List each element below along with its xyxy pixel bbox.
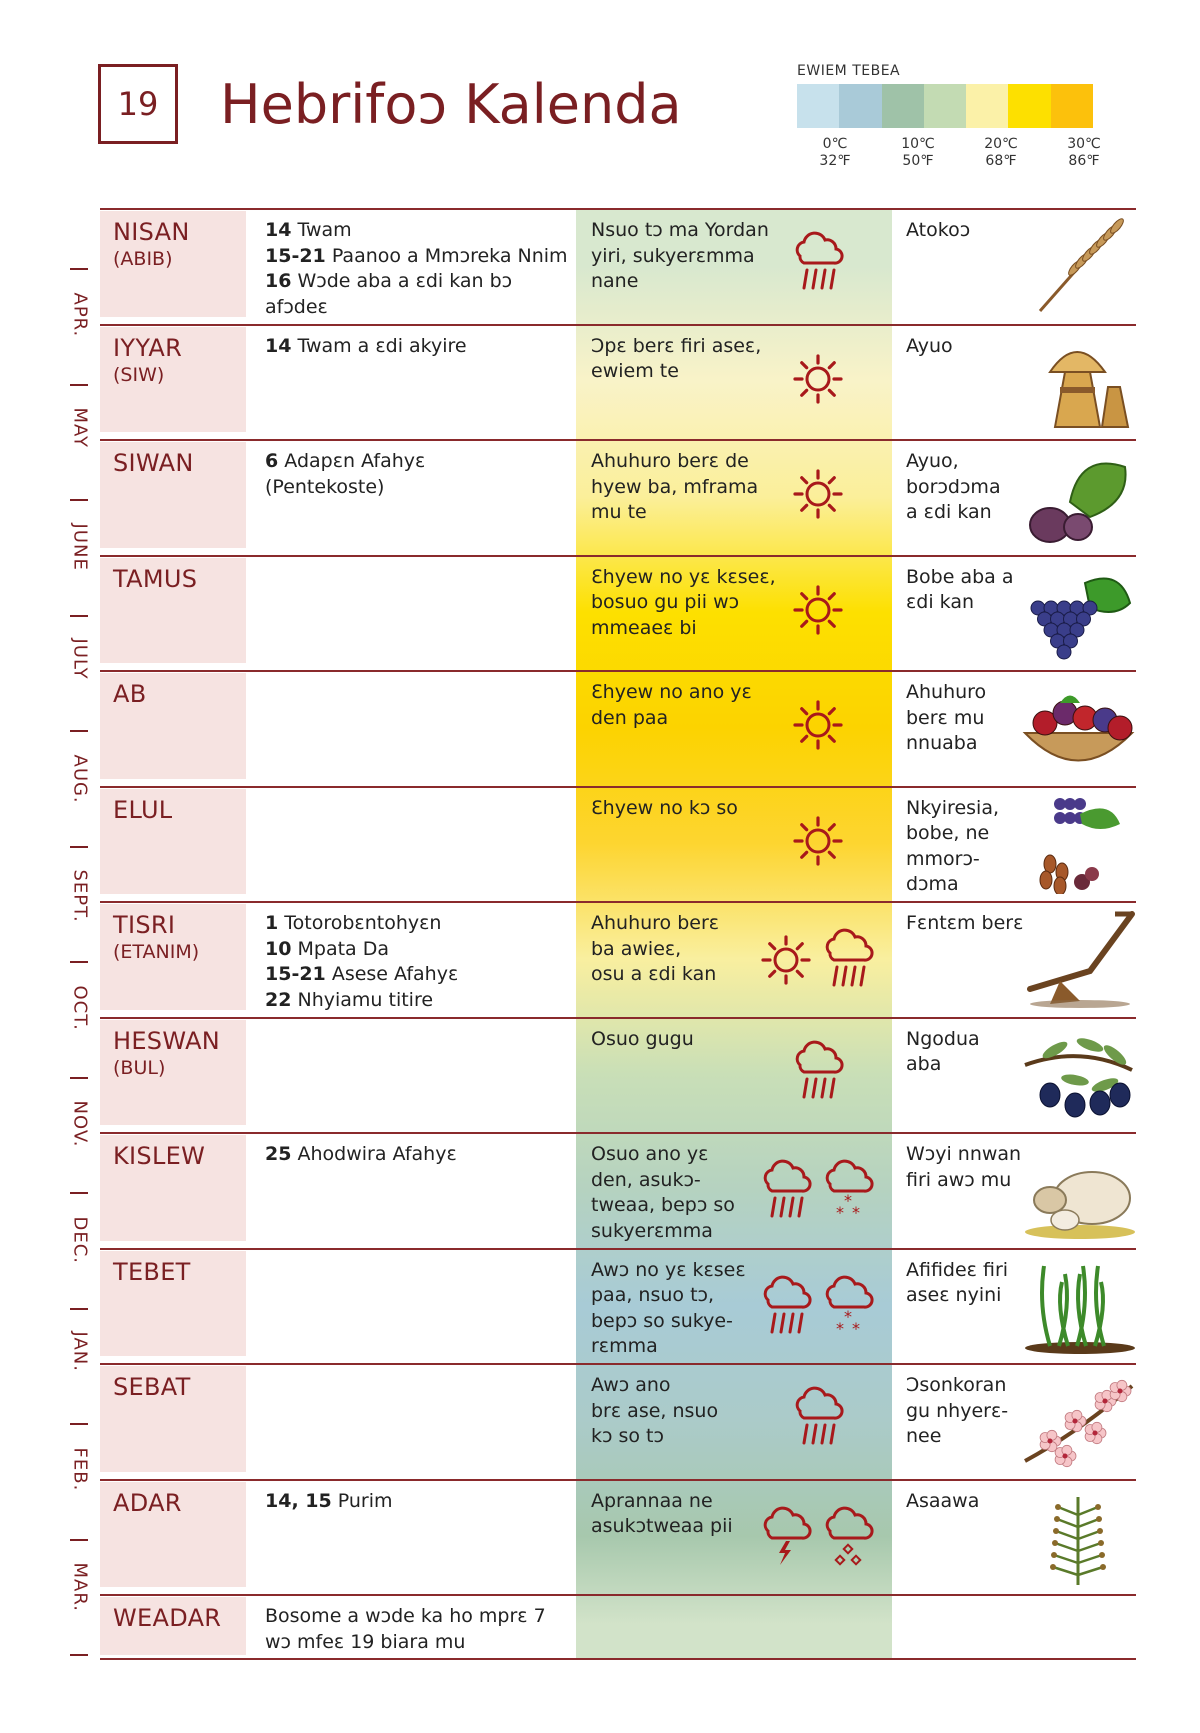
- festival-name: Twam: [291, 219, 352, 241]
- month-name: AB: [113, 680, 147, 708]
- legend-fahrenheit: 32℉: [819, 153, 851, 169]
- legend-celsius: 20℃: [984, 136, 1018, 152]
- festival-item: [265, 295, 570, 321]
- climate-line: ewiem te: [591, 360, 679, 382]
- climate-description: [591, 565, 791, 642]
- legend-tick-label: [888, 136, 948, 170]
- agriculture-line: Bobe aba a: [906, 565, 1014, 588]
- sun-icon: [756, 927, 816, 997]
- month-name: IYYAR: [113, 333, 183, 362]
- legend-tick-label: [971, 136, 1031, 170]
- flax-icon: [1020, 1487, 1136, 1587]
- festival-date: 14: [265, 334, 292, 357]
- gregorian-month-label: NOV.: [69, 1100, 91, 1148]
- legend-fahrenheit: 86℉: [1068, 153, 1100, 169]
- festival-date: 25: [265, 1143, 292, 1165]
- agriculture-line: mmorɔ-: [906, 847, 980, 870]
- climate-line: bosuo gu pii wɔ: [591, 591, 740, 613]
- row-divider: [100, 1658, 1136, 1660]
- legend-celsius: 0℃: [822, 136, 848, 152]
- festival-item: [265, 334, 570, 360]
- month-name: TAMUS: [113, 564, 198, 593]
- side-tick: [70, 730, 88, 732]
- agriculture-description: [906, 796, 1026, 898]
- legend-swatch: [797, 84, 839, 128]
- gregorian-month-label: MAY: [69, 407, 91, 449]
- festival-list: [265, 911, 570, 1013]
- agriculture-line: Fɛntɛm berɛ: [906, 912, 1024, 934]
- agriculture-line: bobe, ne: [906, 822, 990, 844]
- agriculture-line: aseɛ nyini: [906, 1284, 1002, 1306]
- legend-color-bar: [797, 84, 1093, 128]
- climate-line: mmeaeɛ bi: [591, 616, 697, 639]
- month-alt-name: (ETANIM): [113, 941, 200, 963]
- climate-description: [591, 1027, 791, 1053]
- snow-icon: [818, 1274, 878, 1344]
- climate-line: tweaa, bepɔ so: [591, 1194, 735, 1216]
- storm-icon: [756, 1505, 816, 1575]
- side-tick: [70, 268, 88, 270]
- legend-swatch: [966, 84, 1008, 128]
- agriculture-line: Nkyiresia,: [906, 796, 1000, 819]
- agriculture-description: [906, 565, 1026, 616]
- svg-text:*: *: [844, 1191, 852, 1210]
- side-tick: [70, 384, 88, 386]
- gregorian-month-label: FEB.: [69, 1447, 91, 1492]
- climate-description: [591, 218, 791, 295]
- festival-list: [265, 218, 570, 320]
- month-name: SIWAN: [113, 449, 194, 477]
- barley-icon: [1020, 216, 1136, 316]
- month-alt-name: (ABIB): [113, 248, 173, 270]
- sun-icon: [788, 577, 848, 647]
- month-name: NISAN: [113, 218, 190, 246]
- fig-icon: [1020, 447, 1136, 547]
- festival-date: 14, 15: [265, 1489, 332, 1512]
- sprout-icon: [1020, 1256, 1136, 1356]
- month-name: KISLEW: [113, 1142, 206, 1170]
- legend-swatch: [1008, 84, 1050, 128]
- month-name: HESWAN: [113, 1026, 221, 1055]
- festival-name: Twam a ɛdi akyire: [291, 334, 467, 357]
- agriculture-line: Atokoɔ: [906, 219, 971, 241]
- festival-name: Adapɛn Afahyɛ: [278, 450, 426, 472]
- legend-celsius: 10℃: [901, 136, 935, 152]
- climate-line: sukyerɛmma: [591, 1219, 713, 1242]
- climate-line: Awɔ ano: [591, 1374, 671, 1396]
- agriculture-description: [906, 1373, 1026, 1450]
- gregorian-month-label: OCT.: [69, 985, 91, 1031]
- svg-text:*: *: [836, 1318, 844, 1338]
- climate-line: den, asukɔ-: [591, 1168, 701, 1191]
- gregorian-month-label: JULY: [69, 638, 91, 681]
- agriculture-line: nnuaba: [906, 732, 978, 754]
- month-row: [100, 670, 1136, 785]
- festival-date: 1: [265, 912, 279, 934]
- agriculture-line: gu nhyerɛ-: [906, 1399, 1009, 1422]
- agriculture-line: Afifideɛ firi: [906, 1258, 1009, 1281]
- agriculture-line: a ɛdi kan: [906, 501, 992, 523]
- climate-line: kɔ so tɔ: [591, 1425, 664, 1447]
- sun-icon: [788, 461, 848, 531]
- side-tick: [70, 961, 88, 963]
- festival-date: 15-21: [265, 963, 326, 985]
- festival-date: 15-21: [265, 244, 326, 267]
- side-tick: [70, 1077, 88, 1079]
- agriculture-line: berɛ mu: [906, 706, 985, 729]
- legend-title: EWIEM TEBEA: [797, 63, 901, 79]
- month-row: [100, 1363, 1136, 1478]
- month-row: [100, 208, 1136, 323]
- festival-name: Ahodwira Afahyɛ: [291, 1143, 457, 1165]
- climate-description: [591, 1373, 791, 1450]
- hail-icon: [818, 1505, 878, 1575]
- month-name: ADAR: [113, 1488, 182, 1517]
- climate-line: Osuo ano yɛ: [591, 1143, 709, 1165]
- gregorian-month-label: SEPT.: [69, 869, 91, 924]
- climate-line: hyew ba, mframa: [591, 475, 759, 498]
- festival-item: [265, 475, 570, 501]
- climate-line: Ahuhuro berɛ: [591, 912, 720, 934]
- month-name: WEADAR: [113, 1604, 222, 1632]
- festival-item: [265, 988, 570, 1014]
- agriculture-description: [906, 911, 1026, 937]
- weadar-note: [265, 1604, 570, 1655]
- festival-list: [265, 1142, 570, 1168]
- month-alt-name: (BUL): [113, 1056, 166, 1079]
- festival-date: 10: [265, 937, 292, 960]
- month-row: [100, 901, 1136, 1016]
- climate-line: Aprannaa ne: [591, 1489, 713, 1512]
- festival-item: [265, 218, 570, 244]
- climate-line: Ɛhyew no yɛ kɛseɛ,: [591, 565, 776, 588]
- side-tick: [70, 1654, 88, 1656]
- climate-line: paa, nsuo tɔ,: [591, 1284, 714, 1306]
- month-name: ELUL: [113, 795, 173, 824]
- month-row: [100, 786, 1136, 901]
- sun-icon: [788, 692, 848, 762]
- sun-icon: [788, 808, 848, 878]
- legend-tick-label: [1054, 136, 1114, 170]
- gregorian-month-label: DEC.: [69, 1216, 91, 1264]
- agriculture-line: nee: [906, 1425, 942, 1447]
- page-number: 19: [117, 85, 159, 123]
- rain-icon: [788, 230, 848, 300]
- festival-date: 22: [265, 988, 292, 1011]
- climate-line: osu a ɛdi kan: [591, 963, 717, 985]
- festival-date: 16: [265, 270, 292, 292]
- climate-line: Ahuhuro berɛ de: [591, 450, 749, 472]
- temperature-legend: [797, 60, 1117, 170]
- sheep-icon: [1020, 1140, 1136, 1240]
- festival-list: [265, 1489, 570, 1515]
- festival-name: Paanoo a Mmɔreka Nnim: [325, 244, 568, 267]
- svg-text:*: *: [844, 1306, 852, 1326]
- gregorian-month-label: JAN.: [69, 1331, 91, 1373]
- legend-tick-label: [805, 136, 865, 170]
- festival-item: [265, 1489, 570, 1515]
- agriculture-line: ɛdi kan: [906, 591, 975, 613]
- calendar-table: [100, 208, 1136, 1660]
- agriculture-line: dɔma: [906, 873, 959, 895]
- rain-icon: [756, 1158, 816, 1228]
- agriculture-line: Wɔyi nnwan: [906, 1143, 1022, 1165]
- legend-celsius: 30℃: [1067, 136, 1101, 152]
- month-alt-name: (SIW): [113, 363, 165, 386]
- climate-line: rɛmma: [591, 1335, 658, 1357]
- festival-name: Totorobɛntohyɛn: [278, 912, 442, 934]
- gregorian-month-label: APR.: [69, 292, 91, 338]
- agriculture-line: aba: [906, 1053, 942, 1075]
- climate-line: Ɔpɛ berɛ firi aseɛ,: [591, 334, 762, 357]
- almond-blossom-icon: [1020, 1371, 1136, 1471]
- climate-description: [591, 334, 791, 385]
- side-tick: [70, 846, 88, 848]
- agriculture-description: [906, 334, 1026, 360]
- month-name: TEBET: [113, 1257, 191, 1286]
- legend-swatch: [1051, 84, 1093, 128]
- side-tick: [70, 1423, 88, 1425]
- svg-text:*: *: [852, 1318, 860, 1338]
- festival-name: Purim: [331, 1489, 393, 1512]
- climate-line: Osuo gugu: [591, 1027, 694, 1050]
- month-row: [100, 439, 1136, 554]
- agriculture-line: Ɔsonkoran: [906, 1374, 1007, 1396]
- climate-description: [591, 449, 791, 526]
- agriculture-line: Ayuo,: [906, 450, 959, 472]
- weadar-line: wɔ mfeɛ 19 biara mu: [265, 1630, 466, 1653]
- fruit-basket-icon: [1020, 678, 1136, 778]
- legend-swatch: [882, 84, 924, 128]
- festival-item: [265, 269, 570, 295]
- agriculture-description: [906, 449, 1026, 526]
- festival-item: [265, 911, 570, 937]
- agriculture-description: [906, 680, 1026, 757]
- agriculture-line: Asaawa: [906, 1489, 980, 1512]
- festival-date: 6: [265, 450, 279, 472]
- agriculture-description: [906, 218, 1026, 244]
- rain-icon: [756, 1274, 816, 1344]
- side-tick: [70, 499, 88, 501]
- climate-line: Awɔ no yɛ kɛseɛ: [591, 1258, 746, 1281]
- festival-name: Wɔde aba a ɛdi kan bɔ: [291, 270, 513, 292]
- side-tick: [70, 615, 88, 617]
- festival-item: [265, 244, 570, 270]
- side-tick: [70, 1192, 88, 1194]
- climate-line: nane: [591, 270, 639, 292]
- climate-line: Ɛhyew no kɔ so: [591, 796, 738, 819]
- snow-icon: [818, 1158, 878, 1228]
- gregorian-month-label: MAR.: [69, 1562, 91, 1613]
- climate-line: brɛ ase, nsuo: [591, 1399, 719, 1422]
- climate-line: Ɛhyew no ano yɛ: [591, 681, 752, 703]
- agriculture-line: Ayuo: [906, 334, 953, 357]
- climate-line: mu te: [591, 501, 647, 523]
- agriculture-line: Ahuhuro: [906, 681, 987, 703]
- festival-list: [265, 334, 570, 360]
- rain-icon: [818, 927, 878, 997]
- agriculture-description: [906, 1489, 1026, 1515]
- rain-icon: [788, 1385, 848, 1455]
- month-row: [100, 1132, 1136, 1247]
- side-tick: [70, 1539, 88, 1541]
- rain-icon: [788, 1039, 848, 1109]
- festival-item: [265, 937, 570, 963]
- wheat-sheaf-icon: [1020, 332, 1136, 432]
- month-row: [100, 555, 1136, 670]
- agriculture-description: [906, 1142, 1026, 1193]
- month-name: TISRI: [113, 911, 176, 939]
- month-name: SEBAT: [113, 1373, 191, 1401]
- climate-line: ba awieɛ,: [591, 937, 682, 960]
- festival-name: Mpata Da: [291, 937, 389, 960]
- festival-item: [265, 449, 570, 475]
- agriculture-line: Ngodua: [906, 1027, 980, 1050]
- grapes-icon: [1020, 563, 1136, 663]
- month-row: [100, 1479, 1136, 1594]
- festival-name: (Pentekoste): [265, 475, 385, 498]
- month-row: [100, 1017, 1136, 1132]
- dates-icon: [1020, 794, 1136, 894]
- festival-name: Asese Afahyɛ: [325, 963, 459, 985]
- month-row: [100, 1248, 1136, 1363]
- festival-item: [265, 962, 570, 988]
- festival-name: afɔdeɛ: [265, 295, 328, 318]
- legend-swatch: [839, 84, 881, 128]
- festival-date: 14: [265, 219, 292, 241]
- festival-item: [265, 1142, 570, 1168]
- olives-icon: [1020, 1025, 1136, 1125]
- climate-line: den paa: [591, 706, 669, 729]
- agriculture-description: [906, 1027, 1026, 1078]
- festival-list: [265, 449, 570, 500]
- svg-text:*: *: [852, 1203, 860, 1222]
- page-number-box: [98, 64, 178, 144]
- agriculture-line: borɔdɔma: [906, 475, 1001, 498]
- agriculture-line: firi awɔ mu: [906, 1168, 1012, 1191]
- weadar-row: [100, 1594, 1136, 1660]
- climate-line: bepɔ so sukye-: [591, 1309, 733, 1332]
- climate-line: yiri, sukyerɛmma: [591, 244, 755, 267]
- legend-fahrenheit: 50℉: [902, 153, 934, 169]
- page-title: Hebrifoɔ Kalenda: [220, 73, 682, 136]
- svg-text:*: *: [836, 1203, 844, 1222]
- legend-swatch: [924, 84, 966, 128]
- climate-line: Nsuo tɔ ma Yordan: [591, 219, 769, 241]
- climate-description: [591, 796, 791, 822]
- agriculture-description: [906, 1258, 1026, 1309]
- month-row: [100, 324, 1136, 439]
- sun-icon: [788, 346, 848, 416]
- gregorian-month-label: JUNE: [69, 523, 91, 571]
- side-tick: [70, 1308, 88, 1310]
- gregorian-month-label: AUG.: [69, 754, 91, 804]
- climate-line: asukɔtweaa pii: [591, 1515, 733, 1537]
- climate-description: [591, 680, 791, 731]
- plough-icon: [1020, 909, 1136, 1009]
- festival-name: Nhyiamu titire: [291, 988, 434, 1011]
- weadar-line: Bosome a wɔde ka ho mprɛ 7: [265, 1605, 546, 1627]
- legend-fahrenheit: 68℉: [985, 153, 1017, 169]
